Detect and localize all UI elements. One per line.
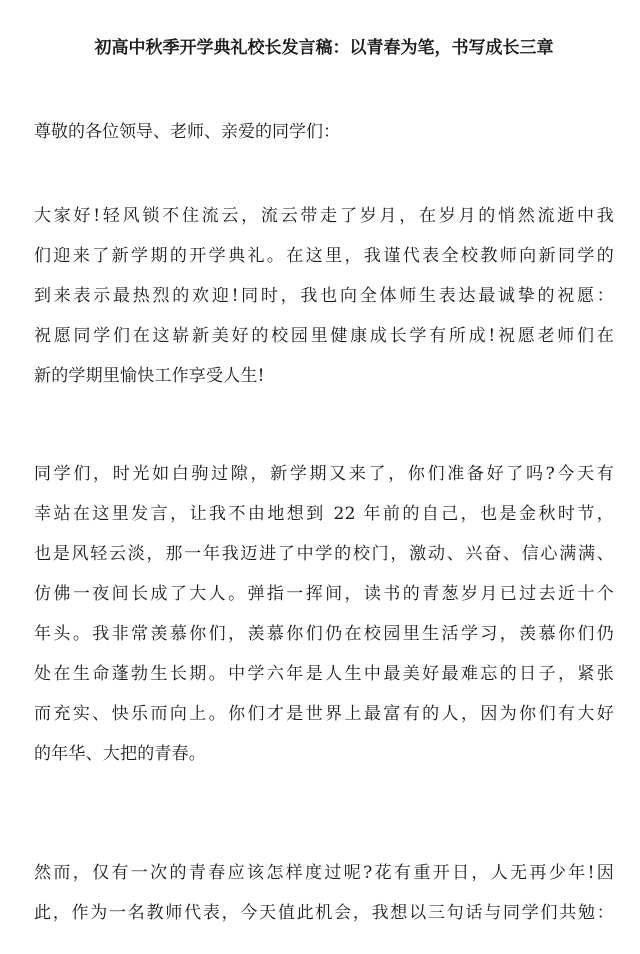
text-line: 然而，仅有一次的青春应该怎样度过呢?花有重开日，人无再少年!因 xyxy=(34,863,614,883)
text-line: 到来表示最热烈的欢迎!同时，我也向全体师生表达最诚挚的祝愿： xyxy=(34,286,614,306)
text-line: 幸站在这里发言，让我不由地想到 22 年前的自己，也是金秋时节， xyxy=(34,504,614,524)
paragraph-youth xyxy=(34,853,614,933)
text-line: 年头。我非常羡慕你们，羡慕你们仍在校园里生活学习，羡慕你们仍 xyxy=(34,624,614,644)
text-line: 此，作为一名教师代表，今天值此机会，我想以三句话与同学们共勉： xyxy=(34,903,614,923)
text-line: 也是风轻云淡，那一年我迈进了中学的校门，激动、兴奋、信心满满、 xyxy=(34,544,614,564)
text-line: 仿佛一夜间长成了大人。弹指一挥间，读书的青葱岁月已过去近十个 xyxy=(34,584,614,604)
text-line: 们迎来了新学期的开学典礼。在这里，我谨代表全校教师向新同学的 xyxy=(34,246,614,266)
text-line: 祝愿同学们在这崭新美好的校园里健康成长学有所成!祝愿老师们在 xyxy=(34,326,614,346)
text-line: 的年华、大把的青春。 xyxy=(34,744,206,764)
paragraph-welcome xyxy=(34,196,614,396)
text-line: 处在生命蓬勃生长期。中学六年是人生中最美好最难忘的日子，紧张 xyxy=(34,664,614,684)
paragraph-memories xyxy=(34,454,614,774)
text-line: 而充实、快乐而向上。你们才是世界上最富有的人，因为你们有大好 xyxy=(34,704,614,724)
text-line: 大家好!轻风锁不住流云，流云带走了岁月，在岁月的悄然流逝中我 xyxy=(34,206,614,226)
salutation: 尊敬的各位领导、老师、亲爱的同学们： xyxy=(34,122,340,142)
text-line: 新的学期里愉快工作享受人生! xyxy=(34,366,265,386)
text-line: 同学们，时光如白驹过隙，新学期又来了，你们准备好了吗?今天有 xyxy=(34,464,614,484)
document-title: 初高中秋季开学典礼校长发言稿：以青春为笔，书写成长三章 xyxy=(94,38,554,58)
